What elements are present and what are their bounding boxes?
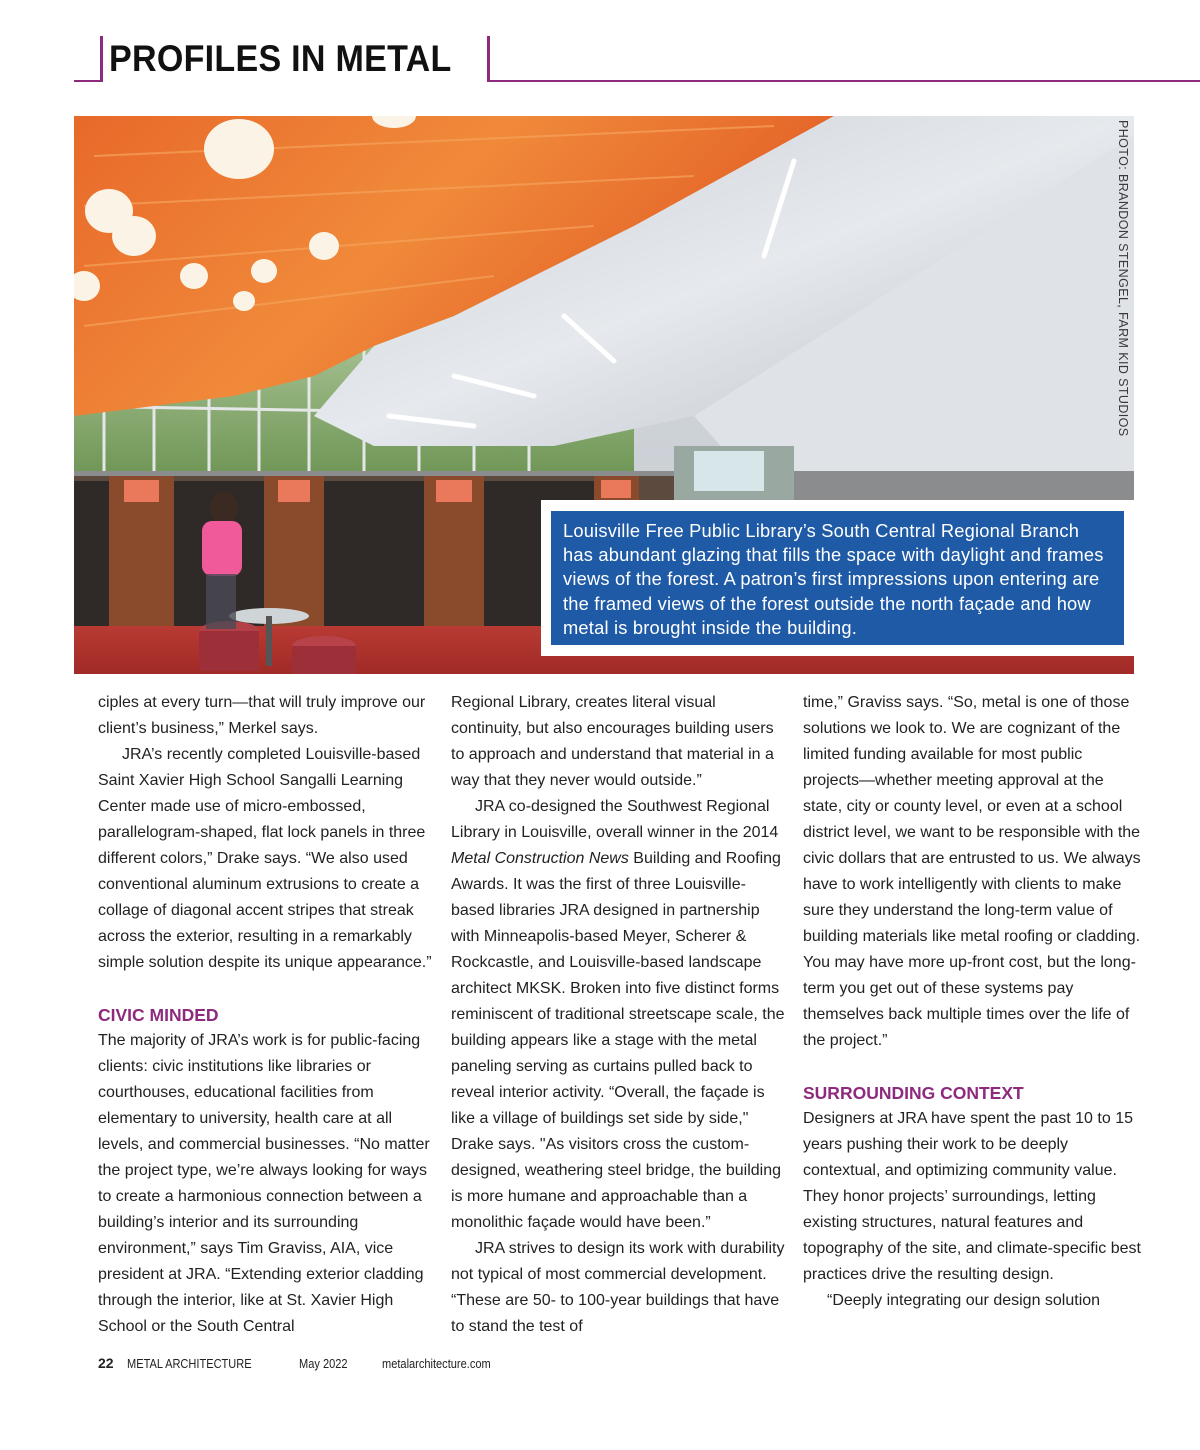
paragraph: Designers at JRA have spent the past 10 to 15 years pushing their work to be deeply contextual, and optimizing community value. They honor projects’ surroundings, letting existing structures, natural features and topography of the site, and climate-specific best practices drive the resulting design. bbox=[803, 1110, 1141, 1283]
paragraph: Regional Library, creates literal visual continuity, but also encourages building users to approach and understand that material in a way that they never would outside.” bbox=[451, 694, 774, 789]
photo-caption-text: Louisville Free Public Library’s South Central Regional Branch has abundant glazing that fills the space with daylight and frames views of the forest. A patron’s first impressions upon entering are the framed views of the forest outside the north façade and how metal is brought inside the building. bbox=[563, 520, 1104, 638]
publication-name: Metal Construction News bbox=[451, 850, 629, 867]
paragraph: time,” Graviss says. “So, metal is one of those solutions we look to. We are cognizant of the limited funding available for most public projects—whether meeting approval at the state, city or county level, or even at a school district level, we want to be responsible with the civic dollars that are entrusted to us. We always have to work intelligently with clients to make sure they understand the long-term value of building materials like metal roofing or cladding. You may have more up-front cost, but the long-term you get out of these systems pay themselves back multiple times over the life of the project.” bbox=[803, 694, 1141, 1049]
subheading-surrounding-context: SURROUNDING CONTEXT bbox=[803, 1083, 1024, 1103]
photo-credit-text: PHOTO: BRANDON STENGEL, FARM KID STUDIOS bbox=[1116, 120, 1130, 437]
photo-credit bbox=[1108, 120, 1138, 437]
paragraph: JRA’s recently completed Louisville-based Saint Xavier High School Sangalli Learning Center made use of micro-embossed, parallelogram-shaped, flat lock panels in three different colors,” Drake says. “We also used conventional aluminum extrusions to create a collage of diagonal accent stripes that streak across the exterior, resulting in a remarkably simple solution despite its unique appearance.” bbox=[98, 746, 432, 971]
paragraph: ciples at every turn—that will truly improve our client’s business,” Merkel says. bbox=[98, 694, 426, 737]
subheading-civic-minded: CIVIC MINDED bbox=[98, 1005, 219, 1025]
article-column-1 bbox=[98, 690, 436, 1340]
website-link[interactable]: metalarchitecture.com bbox=[382, 1356, 491, 1371]
section-title: PROFILES IN METAL bbox=[109, 38, 452, 79]
text-run: Building and Roofing Awards. It was the first of three Louisville-based libraries JRA designed in partnership with Minneapolis-based Meyer, Scherer & Rockcastle, and Louisville-based landscape architect MKSK. Broken into five distinct forms reminiscent of traditional streetscape scale, the building appears like a stage with the metal paneling serving as curtains pulled back to reveal interior activity. “Overall, the façade is like a village of buildings set side by side," Drake says. "As visitors cross the custom-designed, weathering steel bridge, the building is more humane and approachable than a monolithic façade would have been.” bbox=[451, 850, 785, 1231]
page-number: 22 bbox=[98, 1355, 114, 1371]
article-column-2 bbox=[451, 690, 789, 1340]
photo-caption bbox=[541, 500, 1134, 656]
paragraph: “Deeply integrating our design solution bbox=[827, 1292, 1101, 1309]
photo-caption-box bbox=[551, 511, 1124, 645]
publication-name: METAL ARCHITECTURE bbox=[127, 1356, 252, 1371]
issue-date: May 2022 bbox=[299, 1356, 348, 1371]
article-column-3 bbox=[803, 690, 1141, 1314]
paragraph: JRA strives to design its work with durability not typical of most commercial development. “These are 50- to 100-year buildings that have to stand the test of bbox=[451, 1240, 785, 1335]
page-footer bbox=[98, 1355, 532, 1371]
section-header bbox=[74, 36, 1200, 82]
paragraph bbox=[451, 794, 789, 1236]
header-title-box bbox=[100, 36, 490, 82]
paragraph: The majority of JRA’s work is for public-facing clients: civic institutions like libraries or courthouses, educational facilities from elementary to university, health care at all levels, and commercial businesses. “No matter the project type, we’re always looking for ways to create a harmonious connection between a building’s interior and its surrounding environment,” says Tim Graviss, AIA, vice president at JRA. “Extending exterior cladding through the interior, like at St. Xavier High School or the South Central bbox=[98, 1032, 430, 1335]
text-run: JRA co-designed the Southwest Regional Library in Louisville, overall winner in the 2014 bbox=[451, 798, 779, 841]
